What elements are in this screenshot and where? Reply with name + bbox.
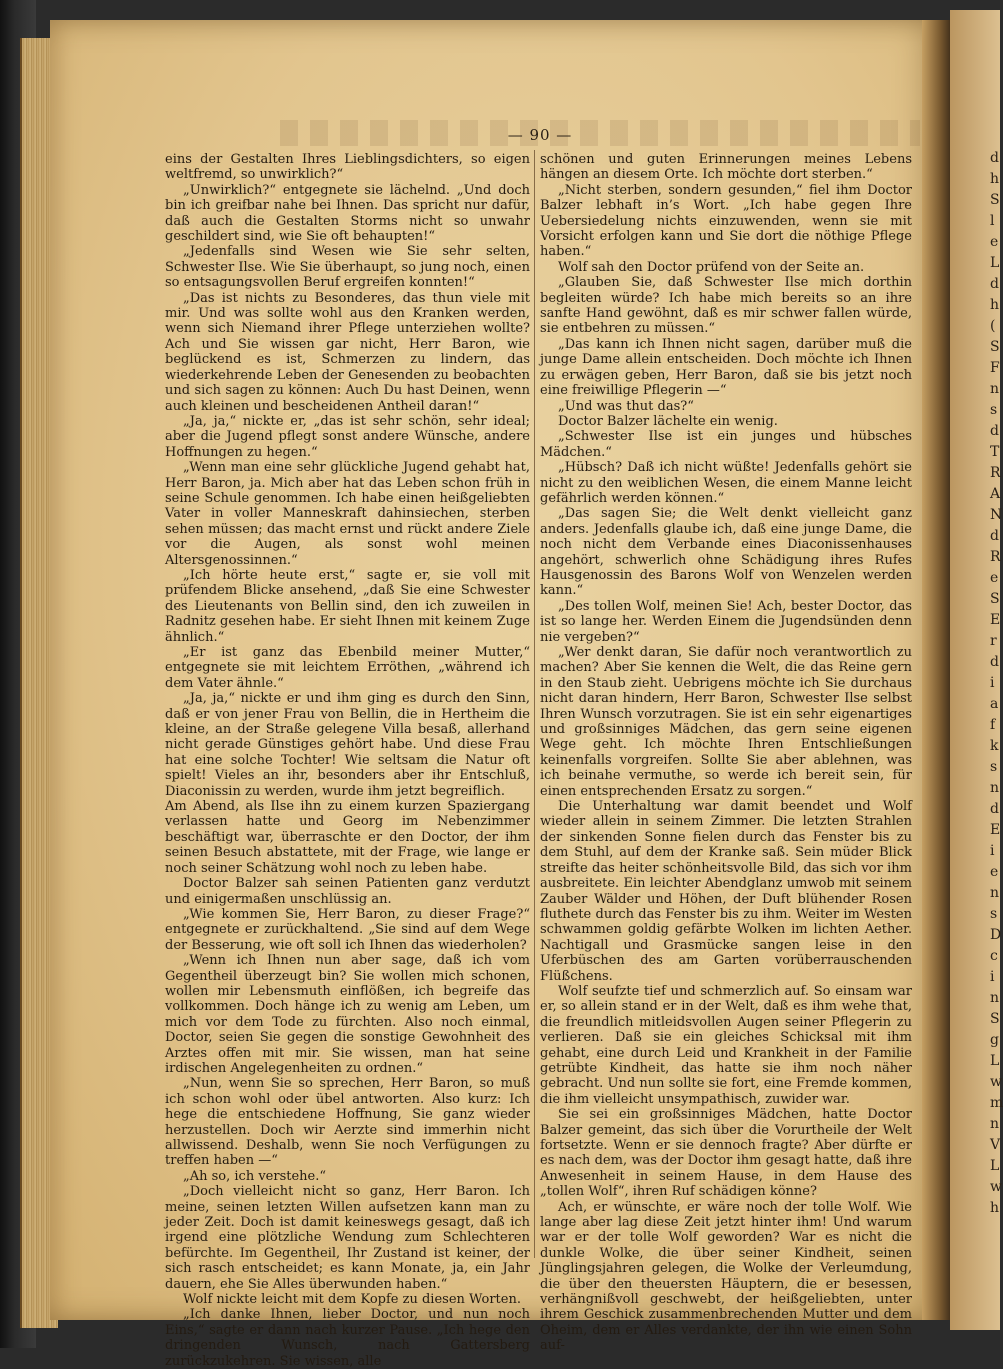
facing-page-glyph: s: [990, 759, 998, 775]
left-column: [165, 152, 530, 1369]
facing-page-glyph: l: [990, 213, 995, 229]
facing-page-glyph: R: [990, 549, 1001, 565]
facing-page-glyph: S: [990, 1011, 1000, 1027]
facing-page-glyph: d: [990, 423, 999, 439]
paragraph: „Das sagen Sie; die Welt denkt vielleicht ganz anders. Jedenfalls glaube ich, daß eine junge Dame, die noch nicht dem Verbande eines Diaconissenhauses angehört, schwerlich ohne Schädigung ihres Rufes Hausgenossin des Barons Wolf von Wenzelen werden kann.“: [540, 506, 912, 599]
facing-page-glyph: R: [990, 465, 1001, 481]
facing-page-glyph: i: [990, 675, 995, 691]
paragraph: Wolf sah den Doctor prüfend von der Seite an.: [558, 259, 865, 275]
facing-page-glyph: i: [990, 969, 995, 985]
paragraph: „Ich danke Ihnen, lieber Doctor, und nun noch Eins,“ sagte er dann nach kurzer Pause. „Ich hege den dringenden Wunsch, nach Gattersberg zurückzukehren. Sie wissen, alle: [165, 1307, 530, 1369]
facing-page-glyph: r: [990, 633, 997, 649]
facing-page-glyph: n: [990, 885, 1000, 901]
facing-page-glyph: E: [990, 822, 1001, 838]
facing-page-glyph: n: [990, 990, 1000, 1006]
facing-page-glyph: L: [990, 1053, 1000, 1069]
facing-page-glyph: e: [990, 234, 999, 250]
paragraph: eins der Gestalten Ihres Lieblingsdichters, so eigen weltfremd, so unwirklich?“: [165, 152, 530, 183]
facing-page-glyph: V: [990, 1137, 1001, 1153]
facing-page-strip: [950, 10, 1003, 1330]
facing-page-glyph: N: [990, 507, 1003, 523]
paragraph: „Und was thut das?“: [558, 398, 694, 414]
column-rule: [534, 150, 535, 1258]
paragraph: „Ja, ja,“ nickte er und ihm ging es durch den Sinn, daß er von jener Frau von Bellin, die in Hertheim die kleine, an der Straße gelegene Villa besaß, allerhand nicht gerade Günstiges gehört habe. Und diese Frau hat eine solche Tochter! Wie seltsam die Natur oft spielt! Vieles an ihr, besonders aber ihr Entschluß, Diaconissin zu werden, wurde ihm jetzt begreiflich.: [165, 691, 530, 799]
paragraph: Die Unterhaltung war damit beendet und Wolf wieder allein in seinem Zimmer. Die letzten Strahlen der sinkenden Sonne fielen durch das Fenster bis zu dem Stuhl, auf dem der Kranke saß. Sein müder Blick streifte das heiter schönheitsvolle Bild, das sich vor ihm ausbreitete. Ein leichter Abendglanz umwob mit seinem Zauber Wälder und Höhen, der Duft blühender Rosen fluthete durch das Fenster bis zu ihm. Weiter im Westen schwammen goldig gefärbte Wolken im lichten Aether. Nachtigall und Grasmücke sangen leise in den Uferbüschen des am Garten vorüberrauschenden Flüßchens.: [540, 799, 912, 984]
facing-page-glyph: w: [990, 1179, 1002, 1195]
facing-page-glyph: n: [990, 780, 1000, 796]
facing-page-glyph: d: [990, 528, 999, 544]
facing-page-glyph: s: [990, 402, 998, 418]
facing-page-glyph: h: [990, 297, 1000, 313]
facing-page-glyph: S: [990, 192, 1000, 208]
paragraph: schönen und guten Erinnerungen meines Lebens hängen an diesem Orte. Ich möchte dort sterben.“: [540, 152, 912, 183]
facing-page-glyph: m: [990, 1095, 1003, 1111]
paragraph: „Des tollen Wolf, meinen Sie! Ach, bester Doctor, das ist so lange her. Werden Einem die Jugendsünden denn nie vergeben?“: [540, 598, 912, 645]
facing-page-glyph: h: [990, 171, 1000, 187]
facing-page-glyph: A: [990, 486, 1001, 502]
facing-page-glyph: c: [990, 948, 998, 964]
paragraph: „Wer denkt daran, Sie dafür noch verantwortlich zu machen? Aber Sie kennen die Welt, die das Reine gern in den Staub zieht. Uebrigens möchte ich Sie durchaus nicht daran hindern, Herr Baron, Schwester Ilse selbst Ihren Wunsch vorzutragen. Sie ist ein sehr eigenartiges und großsinniges Mädchen, das gern seine eigenen Wege geht. Ich möchte Ihren Entschließungen keinenfalls vorgreifen. Sollte Sie aber ablehnen, was ich beinahe vermuthe, so werde ich bereit sein, für einen entsprechenden Ersatz zu sorgen.“: [540, 645, 912, 799]
facing-page-glyph: e: [990, 864, 999, 880]
paragraph: „Ja, ja,“ nickte er, „das ist sehr schön, sehr ideal; aber die Jugend pflegt sonst andere Wünsche, andere Hoffnungen zu hegen.“: [165, 413, 530, 460]
paragraph: „Unwirklich?“ entgegnete sie lächelnd. „Und doch bin ich greifbar nahe bei Ihnen. Das spricht nur dafür, daß auch die Gestalten Storms nicht so unwahr geschildert sind, wie Sie oft behaupten!“: [165, 182, 530, 245]
right-column: [540, 152, 912, 1354]
facing-page-glyph: w: [990, 1074, 1002, 1090]
paragraph: Doctor Balzer lächelte ein wenig.: [558, 413, 778, 429]
facing-page-glyph: S: [990, 591, 1000, 607]
paragraph: „Doch vielleicht nicht so ganz, Herr Baron. Ich meine, seinen letzten Willen aufsetzen kann man zu jeder Zeit. Doch ist damit keineswegs gesagt, daß ich irgend eine plötzliche Wendung zum Schlechteren befürchte. Im Gegentheil, Ihr Zustand ist keiner, der sich rasch entscheidet; es kann Monate, ja, ein Jahr dauern, ehe Sie Alles überwunden haben.“: [165, 1184, 530, 1292]
paragraph: „Das kann ich Ihnen nicht sagen, darüber muß die junge Dame allein entscheiden. Doch möchte ich Ihnen zu erwägen geben, Herr Baron, daß sie bis jetzt noch eine freiwillige Pflegerin —“: [540, 336, 912, 399]
facing-page-glyph: F: [990, 360, 1000, 376]
facing-page-glyph: h: [990, 1200, 1000, 1216]
facing-page-glyph: d: [990, 276, 999, 292]
paragraph: „Jedenfalls sind Wesen wie Sie sehr selten, Schwester Ilse. Wie Sie überhaupt, so jung noch, einen so entsagungsvollen Beruf ergreifen konnten!“: [165, 244, 530, 291]
paragraph: „Glauben Sie, daß Schwester Ilse mich dorthin begleiten würde? Ich habe mich bereits so an ihre sanfte Hand gewöhnt, daß es mir schwer fallen würde, sie entbehren zu müssen.“: [540, 275, 912, 337]
facing-page-glyph: i: [990, 843, 995, 859]
paragraph: Wolf nickte leicht mit dem Kopfe zu diesen Worten.: [183, 1292, 521, 1308]
facing-page-glyph: f: [990, 717, 996, 733]
facing-page-glyph: d: [990, 801, 999, 817]
paragraph: Sie sei ein großsinniges Mädchen, hatte Doctor Balzer gemeint, das sich über die Vorurtheile der Welt fortsetzte. Wenn er sie dennoch fragte? Aber dürfte er es nach dem, was der Doctor ihm gesagt hatte, daß ihre Anwesenheit in seinem Hause, in dem Hause des „tollen Wolf“, ihren Ruf schädigen könne?: [540, 1107, 912, 1200]
facing-page-glyph: S: [990, 339, 1000, 355]
paragraph: „Wie kommen Sie, Herr Baron, zu dieser Frage?“ entgegnete er zurückhaltend. „Sie sind auf dem Wege der Besserung, wie oft soll ich Ihnen das wiederholen?: [165, 906, 530, 953]
paragraph: „Ich hörte heute erst,“ sagte er, sie voll mit prüfendem Blicke ansehend, „daß Sie eine Schwester des Lieutenants von Bellin sind, den ich zuweilen in Radnitz gesehen habe. Er sieht Ihnen mit keinem Zuge ähnlich.“: [165, 567, 530, 645]
facing-page-glyph: k: [990, 738, 999, 754]
facing-page-glyph: a: [990, 696, 999, 712]
paragraph: „Das ist nichts zu Besonderes, das thun viele mit mir. Und was sollte wohl aus den Kranken werden, wenn sich Niemand ihrer Pflege unterziehen wollte? Ach und Sie wissen gar nicht, Herr Baron, wie beglückend es ist, Schmerzen zu lindern, das wiederkehrende Leben der Genesenden zu beobachten und sich sagen zu können: Auch Du hast Deinen, wenn auch kleinen und bescheidenen Antheil daran!“: [165, 290, 530, 414]
paragraph: „Ah so, ich verstehe.“: [183, 1168, 327, 1184]
facing-page-glyph: n: [990, 381, 1000, 397]
facing-page-glyph: s: [990, 906, 998, 922]
paragraph: „Nicht sterben, sondern gesunden,“ fiel ihm Doctor Balzer lebhaft in’s Wort. „Ich habe gegen Ihre Uebersiedelung nichts einzuwenden, wenn sie mit Vorsicht erfolgen kann und Sie dort die nöthige Pflege haben.“: [540, 182, 912, 260]
facing-page-glyph: L: [990, 1158, 1000, 1174]
paragraph: Ach, er wünschte, er wäre noch der tolle Wolf. Wie lange aber lag diese Zeit jetzt hinter ihm! Und warum war er der tolle Wolf geworden? War es nicht die dunkle Wolke, die über seiner Kindheit, seinen Jünglingsjahren gelegen, die Wolke der Verleumdung, die über den theuersten Häuptern, die er besessen, verhängnißvoll geschwebt, der heißgeliebten, unter ihrem Geschick zusammenbrechenden Mutter und dem Oheim, dem er Alles verdankte, der ihn wie einen Sohn auf-: [540, 1199, 912, 1354]
paragraph: Am Abend, als Ilse ihn zu einem kurzen Spaziergang verlassen hatte und Georg im Nebenzimmer beschäftigt war, überraschte er den Doctor, der ihm seinen Besuch abstattete, mit der Frage, wie lange er noch seiner Schätzung wohl noch zu leben habe.: [165, 799, 530, 876]
facing-page-glyph: L: [990, 255, 1000, 271]
facing-page-glyph: (: [990, 318, 996, 334]
facing-page-glyph: D: [990, 927, 1002, 943]
paragraph: „Schwester Ilse ist ein junges und hübsches Mädchen.“: [540, 429, 912, 460]
facing-page-glyph: d: [990, 654, 999, 670]
paragraph: Wolf seufzte tief und schmerzlich auf. So einsam war er, so allein stand er in der Welt, daß es ihm wehe that, die freundlich mitleidsvollen Augen seiner Pflegerin zu verlieren. Daß sie ein gleiches Schicksal mit ihm gehabt, eine durch Leid und Krankheit in der Familie getrübte Kindheit, das hatte sie ihm noch näher gebracht. Und nun sollte sie fort, eine Fremde kommen, die ihm vielleicht unsympathisch, zuwider war.: [540, 983, 912, 1107]
facing-page-glyph: E: [990, 612, 1001, 628]
facing-page-glyph: g: [990, 1032, 999, 1048]
facing-page-glyph: d: [990, 150, 999, 166]
paragraph: „Hübsch? Daß ich nicht wüßte! Jedenfalls gehört sie nicht zu den weiblichen Wesen, die einem Manne leicht gefährlich werden können.“: [540, 460, 912, 506]
paragraph: „Wenn ich Ihnen nun aber sage, daß ich vom Gegentheil überzeugt bin? Sie wollen mich schonen, wollen mir Lebensmuth einflößen, ich begreife das vollkommen. Doch hänge ich zu wenig am Leben, um mich vor dem Tode zu fürchten. Also noch einmal, Doctor, seien Sie gegen die sonstige Gewohnheit des Arztes offen mit mir. Sie wissen, man hat seine irdischen Angelegenheiten zu ordnen.“: [165, 953, 530, 1076]
paragraph: Doctor Balzer sah seinen Patienten ganz verdutzt und einigermaßen unschlüssig an.: [165, 876, 530, 907]
facing-page-glyph: n: [990, 1116, 1000, 1132]
book-gutter: [922, 20, 952, 1320]
paragraph: „Wenn man eine sehr glückliche Jugend gehabt hat, Herr Baron, ja. Mich aber hat das Leben schon früh in seine Schule genommen. Ich habe einen heißgeliebten Vater in voller Manneskraft dahinsiechen, sterben sehen müssen; das macht ernst und rückt andere Ziele vor die Augen, als sonst wohl meinen Altersgenossinnen.“: [165, 460, 530, 568]
facing-page-glyph: T: [990, 444, 1000, 460]
paragraph: „Er ist ganz das Ebenbild meiner Mutter,“ entgegnete sie mit leichtem Erröthen, „während ich dem Vater ähnle.“: [165, 645, 530, 691]
page-number: — 90 —: [507, 126, 573, 144]
facing-page-glyph: e: [990, 570, 999, 586]
paragraph: „Nun, wenn Sie so sprechen, Herr Baron, so muß ich schon wohl oder übel antworten. Also kurz: Ich hege die entschiedene Hoffnung, Sie ganz wieder herzustellen. Doch wir Aerzte sind immerhin nicht allwissend. Deshalb, wenn Sie noch Verfügungen zu treffen haben —“: [165, 1076, 530, 1169]
